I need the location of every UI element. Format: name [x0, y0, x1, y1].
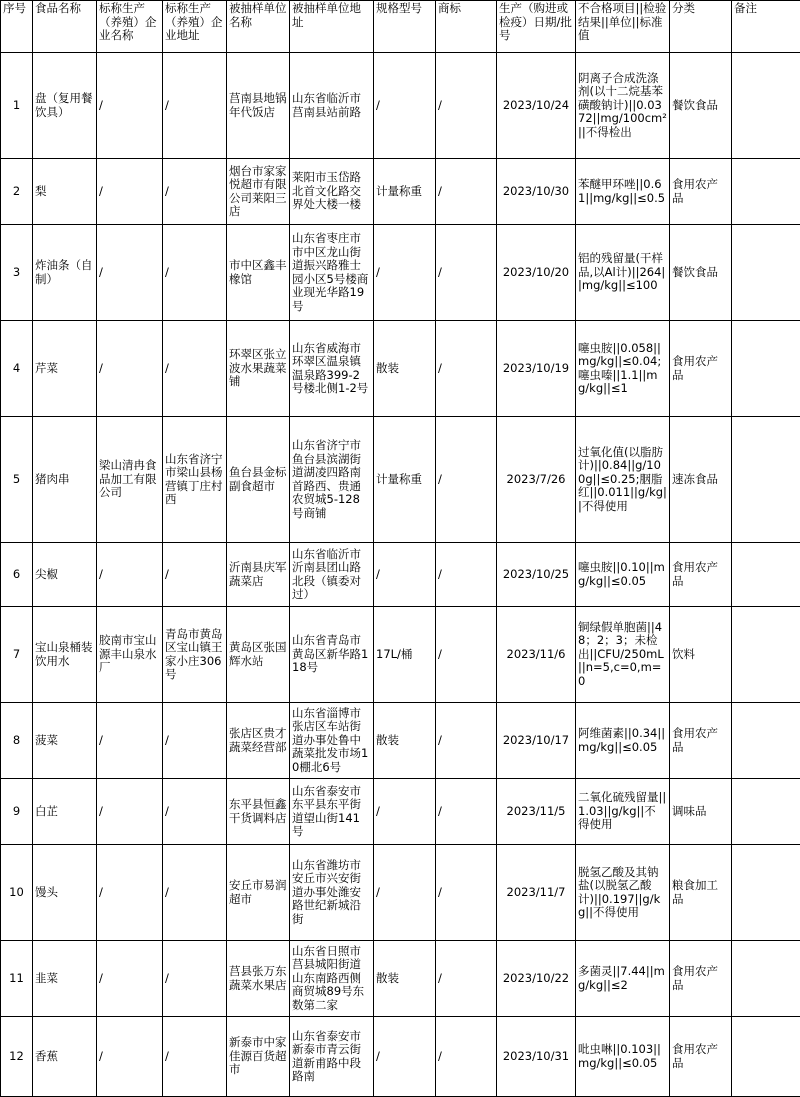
- producer-name-cell: /: [97, 1017, 163, 1097]
- producer-name-cell: /: [97, 159, 163, 225]
- food-name-cell: 香蕉: [33, 1017, 97, 1097]
- table-row: [1, 941, 800, 1017]
- production-date-cell: 2023/10/31: [497, 1017, 576, 1097]
- remark-cell: [732, 321, 800, 417]
- producer-address-cell: /: [163, 159, 227, 225]
- sampled-unit-address-cell: 山东省临沂市沂南县团山路北段（镇委对过）: [290, 543, 374, 607]
- producer-address-cell: /: [163, 53, 227, 159]
- spec-model-cell: /: [374, 543, 436, 607]
- sampled-unit-name-cell: 张店区贵才蔬菜经营部: [227, 703, 290, 779]
- sampled-unit-address-cell: 山东省青岛市黄岛区新华路118号: [290, 607, 374, 703]
- table-row: [1, 225, 800, 321]
- sampled-unit-address-cell: 山东省泰安市东平县东平街道望山街141号: [290, 779, 374, 845]
- producer-address-cell: /: [163, 1017, 227, 1097]
- trademark-cell: /: [436, 703, 497, 779]
- spec-model-cell: /: [374, 225, 436, 321]
- remark-cell: [732, 53, 800, 159]
- sampled-unit-name-cell: 新泰市中家佳源百货超市: [227, 1017, 290, 1097]
- category-cell: 饮料: [670, 607, 732, 703]
- production-date-cell: 2023/11/5: [497, 779, 576, 845]
- category-cell: 食用农产品: [670, 159, 732, 225]
- food-name-cell: 芹菜: [33, 321, 97, 417]
- failed-item-cell: 阴离子合成洗涤剂(以十二烷基苯磺酸钠计)||0.0372||mg/100cm²||不得检出: [576, 53, 670, 159]
- producer-name-cell: /: [97, 703, 163, 779]
- producer-address-cell: /: [163, 225, 227, 321]
- food-name-cell: 宝山泉桶装饮用水: [33, 607, 97, 703]
- remark-cell: [732, 703, 800, 779]
- production-date-cell: 2023/10/22: [497, 941, 576, 1017]
- sampled-unit-name-cell: 鱼台县金标副食超市: [227, 417, 290, 543]
- serial-number-cell: 1: [1, 53, 33, 159]
- serial-number-cell: 3: [1, 225, 33, 321]
- producer-address-cell: /: [163, 845, 227, 941]
- production-date-cell: 2023/10/30: [497, 159, 576, 225]
- food-name-cell: 梨: [33, 159, 97, 225]
- producer-name-cell: 梁山清冉食品加工有限公司: [97, 417, 163, 543]
- sampled-unit-name-cell: 烟台市家家悦超市有限公司莱阳三店: [227, 159, 290, 225]
- failed-item-cell: 多菌灵||7.44||mg/kg||≤2: [576, 941, 670, 1017]
- failed-item-cell: 脱氢乙酸及其钠盐(以脱氢乙酸计)||0.197||g/kg||不得使用: [576, 845, 670, 941]
- spec-model-cell: 散装: [374, 941, 436, 1017]
- trademark-cell: /: [436, 543, 497, 607]
- sampled-unit-address-cell: 山东省日照市莒县城阳街道山东南路西侧商贸城89号东数第二家: [290, 941, 374, 1017]
- producer-address-cell: /: [163, 703, 227, 779]
- table-row: [1, 1017, 800, 1097]
- sampled-unit-address-cell: 莱阳市玉岱路北首文化路交界处大楼一楼: [290, 159, 374, 225]
- food-name-cell: 韭菜: [33, 941, 97, 1017]
- sampled-unit-address-cell: 山东省淄博市张店区车站街道办事处鲁中蔬菜批发市场10棚北6号: [290, 703, 374, 779]
- food-name-cell: 馒头: [33, 845, 97, 941]
- category-cell: 调味品: [670, 779, 732, 845]
- failed-item-cell: 铝的残留量(干样品,以Al计)||264||mg/kg||≤100: [576, 225, 670, 321]
- sampled-unit-address-cell: 山东省潍坊市安丘市兴安街道办事处潍安路世纪新城沿街: [290, 845, 374, 941]
- serial-number-cell: 9: [1, 779, 33, 845]
- producer-name-cell: /: [97, 53, 163, 159]
- header-cell: 规格型号: [374, 1, 436, 53]
- header-cell: 食品名称: [33, 1, 97, 53]
- header-cell: 标称生产（养殖）企业地址: [163, 1, 227, 53]
- food-name-cell: 猪肉串: [33, 417, 97, 543]
- serial-number-cell: 11: [1, 941, 33, 1017]
- producer-address-cell: 山东省济宁市梁山县杨营镇丁庄村西: [163, 417, 227, 543]
- remark-cell: [732, 159, 800, 225]
- category-cell: 食用农产品: [670, 321, 732, 417]
- header-cell: 不合格项目||检验结果||单位||标准值: [576, 1, 670, 53]
- trademark-cell: /: [436, 1017, 497, 1097]
- serial-number-cell: 6: [1, 543, 33, 607]
- category-cell: 食用农产品: [670, 941, 732, 1017]
- remark-cell: [732, 225, 800, 321]
- category-cell: 食用农产品: [670, 703, 732, 779]
- remark-cell: [732, 1017, 800, 1097]
- serial-number-cell: 7: [1, 607, 33, 703]
- production-date-cell: 2023/11/7: [497, 845, 576, 941]
- header-cell: 生产（购进或检疫）日期/批号: [497, 1, 576, 53]
- producer-address-cell: /: [163, 779, 227, 845]
- producer-name-cell: /: [97, 845, 163, 941]
- food-name-cell: 尖椒: [33, 543, 97, 607]
- trademark-cell: /: [436, 845, 497, 941]
- sampled-unit-name-cell: 安丘市易润超市: [227, 845, 290, 941]
- producer-address-cell: /: [163, 321, 227, 417]
- trademark-cell: /: [436, 321, 497, 417]
- serial-number-cell: 4: [1, 321, 33, 417]
- spec-model-cell: 散装: [374, 703, 436, 779]
- food-name-cell: 菠菜: [33, 703, 97, 779]
- production-date-cell: 2023/10/19: [497, 321, 576, 417]
- header-cell: 分类: [670, 1, 732, 53]
- serial-number-cell: 10: [1, 845, 33, 941]
- trademark-cell: /: [436, 159, 497, 225]
- producer-name-cell: /: [97, 225, 163, 321]
- sampled-unit-name-cell: 沂南县庆军蔬菜店: [227, 543, 290, 607]
- production-date-cell: 2023/10/20: [497, 225, 576, 321]
- serial-number-cell: 12: [1, 1017, 33, 1097]
- spec-model-cell: /: [374, 779, 436, 845]
- category-cell: 食用农产品: [670, 543, 732, 607]
- header-row: [1, 1, 800, 53]
- spec-model-cell: /: [374, 53, 436, 159]
- table-row: [1, 53, 800, 159]
- producer-address-cell: /: [163, 941, 227, 1017]
- sampled-unit-address-cell: 山东省济宁市鱼台县滨湖街道湖凌四路南首路西、贵通农贸城5-128号商铺: [290, 417, 374, 543]
- sampled-unit-name-cell: 莒县张万东蔬菜水果店: [227, 941, 290, 1017]
- producer-name-cell: /: [97, 543, 163, 607]
- producer-address-cell: 青岛市黄岛区宝山镇王家小庄306号: [163, 607, 227, 703]
- category-cell: 餐饮食品: [670, 225, 732, 321]
- producer-name-cell: /: [97, 779, 163, 845]
- failed-item-cell: 阿维菌素||0.34||mg/kg||≤0.05: [576, 703, 670, 779]
- remark-cell: [732, 607, 800, 703]
- producer-name-cell: 胶南市宝山源丰山泉水厂: [97, 607, 163, 703]
- production-date-cell: 2023/11/6: [497, 607, 576, 703]
- trademark-cell: /: [436, 941, 497, 1017]
- header-cell: 序号: [1, 1, 33, 53]
- sampled-unit-address-cell: 山东省枣庄市市中区龙山街道振兴路雅士园小区5号楼商业现光华路19号: [290, 225, 374, 321]
- table-row: [1, 321, 800, 417]
- serial-number-cell: 5: [1, 417, 33, 543]
- spec-model-cell: 17L/桶: [374, 607, 436, 703]
- failed-item-cell: 二氧化硫残留量||1.03||g/kg||不得使用: [576, 779, 670, 845]
- production-date-cell: 2023/10/24: [497, 53, 576, 159]
- trademark-cell: /: [436, 417, 497, 543]
- remark-cell: [732, 941, 800, 1017]
- spec-model-cell: /: [374, 845, 436, 941]
- sampled-unit-name-cell: 莒南县地锅年代饭店: [227, 53, 290, 159]
- failed-item-cell: 过氧化值(以脂肪计)||0.84||g/100g||≤0.25;胭脂红||0.011||g/kg||不得使用: [576, 417, 670, 543]
- table-row: [1, 607, 800, 703]
- sampled-unit-name-cell: 市中区鑫丰橡馆: [227, 225, 290, 321]
- failed-item-cell: 噻虫胺||0.10||mg/kg||≤0.05: [576, 543, 670, 607]
- failed-item-cell: 铜绿假单胞菌||48；2；3；未检出||CFU/250mL||n=5,c=0,m=0: [576, 607, 670, 703]
- spec-model-cell: 计量称重: [374, 417, 436, 543]
- sampled-unit-name-cell: 环翠区张立波水果蔬菜铺: [227, 321, 290, 417]
- sampled-unit-address-cell: 山东省泰安市新泰市青云街道新甫路中段路南: [290, 1017, 374, 1097]
- producer-name-cell: /: [97, 941, 163, 1017]
- remark-cell: [732, 845, 800, 941]
- serial-number-cell: 8: [1, 703, 33, 779]
- table-row: [1, 159, 800, 225]
- remark-cell: [732, 543, 800, 607]
- failed-item-cell: 吡虫啉||0.103||mg/kg||≤0.05: [576, 1017, 670, 1097]
- table-row: [1, 417, 800, 543]
- sampled-unit-name-cell: 黄岛区张国辉水站: [227, 607, 290, 703]
- producer-address-cell: /: [163, 543, 227, 607]
- header-cell: 标称生产（养殖）企业名称: [97, 1, 163, 53]
- spec-model-cell: 计量称重: [374, 159, 436, 225]
- production-date-cell: 2023/7/26: [497, 417, 576, 543]
- spec-model-cell: /: [374, 1017, 436, 1097]
- table-row: [1, 845, 800, 941]
- category-cell: 餐饮食品: [670, 53, 732, 159]
- category-cell: 速冻食品: [670, 417, 732, 543]
- sampled-unit-address-cell: 山东省临沂市莒南县站前路: [290, 53, 374, 159]
- failed-item-cell: 苯醚甲环唑||0.61||mg/kg||≤0.5: [576, 159, 670, 225]
- category-cell: 食用农产品: [670, 1017, 732, 1097]
- header-cell: 商标: [436, 1, 497, 53]
- serial-number-cell: 2: [1, 159, 33, 225]
- food-name-cell: 炸油条（自制）: [33, 225, 97, 321]
- table-row: [1, 543, 800, 607]
- category-cell: 粮食加工品: [670, 845, 732, 941]
- trademark-cell: /: [436, 225, 497, 321]
- table-row: [1, 703, 800, 779]
- header-cell: 被抽样单位名称: [227, 1, 290, 53]
- production-date-cell: 2023/10/17: [497, 703, 576, 779]
- spec-model-cell: 散装: [374, 321, 436, 417]
- header-cell: 被抽样单位地址: [290, 1, 374, 53]
- production-date-cell: 2023/10/25: [497, 543, 576, 607]
- trademark-cell: /: [436, 607, 497, 703]
- remark-cell: [732, 779, 800, 845]
- trademark-cell: /: [436, 53, 497, 159]
- food-name-cell: 白芷: [33, 779, 97, 845]
- food-name-cell: 盘（复用餐饮具）: [33, 53, 97, 159]
- sampled-unit-address-cell: 山东省威海市环翠区温泉镇温泉路399-2号楼北侧1-2号: [290, 321, 374, 417]
- header-cell: 备注: [732, 1, 800, 53]
- remark-cell: [732, 417, 800, 543]
- table-row: [1, 779, 800, 845]
- trademark-cell: /: [436, 779, 497, 845]
- producer-name-cell: /: [97, 321, 163, 417]
- failed-item-cell: 噻虫胺||0.058||mg/kg||≤0.04;噻虫嗪||1.1||mg/kg||≤1: [576, 321, 670, 417]
- sampled-unit-name-cell: 东平县恒鑫干货调料店: [227, 779, 290, 845]
